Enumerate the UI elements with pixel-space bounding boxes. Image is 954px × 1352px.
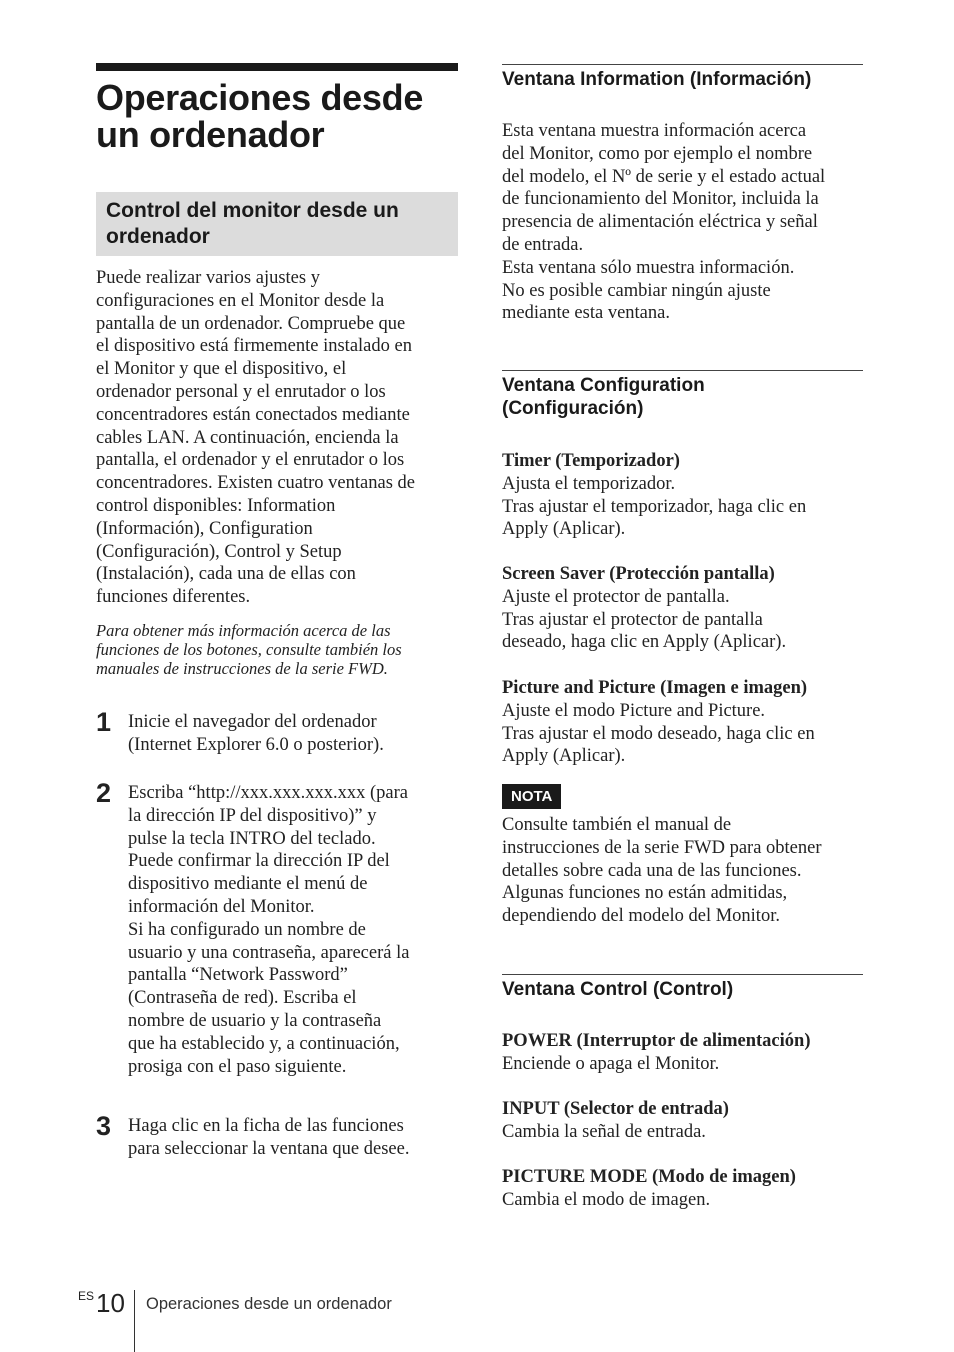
config-window-heading (502, 374, 863, 420)
text-line: Apply (Aplicar). (502, 746, 626, 767)
info-window-section (502, 64, 863, 91)
text-line: Tras ajustar el temporizador, haga clic en (502, 496, 807, 517)
item-label: POWER (Interruptor de alimentación) (502, 1031, 811, 1051)
text-line: pantalla de un ordenador. Compruebe que (96, 313, 406, 334)
step-text (128, 1115, 458, 1161)
step-number: 1 (96, 707, 112, 737)
text-line: Para obtener más información acerca de las (96, 621, 391, 640)
text-line: No es posible cambiar ningún ajuste (502, 280, 771, 301)
item-label: Screen Saver (Protección pantalla) (502, 564, 775, 584)
text-line: Cambia la señal de entrada. (502, 1121, 706, 1142)
section-rule (502, 370, 863, 371)
text-line: Ajusta el temporizador. (502, 473, 676, 494)
text-line: para seleccionar la ventana que desee. (128, 1138, 410, 1159)
item-label: Picture and Picture (Imagen e imagen) (502, 678, 808, 698)
text-line: detalles sobre cada una de las funciones. (502, 860, 802, 881)
text-line: funciones diferentes. (96, 587, 251, 608)
text-line: de entrada. (502, 234, 584, 255)
section-rule (502, 64, 863, 65)
text-line: ordenador personal y el enrutador o los (96, 381, 386, 402)
control-window-section (502, 974, 863, 1001)
item-label: PICTURE MODE (Modo de imagen) (502, 1167, 796, 1187)
nota-text (502, 814, 863, 928)
text-line: (Información), Configuration (96, 518, 313, 539)
control-window-heading: Ventana Control (Control) (502, 979, 734, 1000)
text-line: Enciende o apaga el Monitor. (502, 1053, 720, 1074)
step-number: 3 (96, 1111, 112, 1141)
config-window-section (502, 370, 863, 420)
text-line: (Contraseña de red). Escriba el (128, 988, 357, 1009)
section-rule (502, 974, 863, 975)
text-line: dependiendo del modelo del Monitor. (502, 906, 780, 927)
page-title-line-2: un ordenador (96, 114, 325, 155)
text-line: usuario y una contraseña, aparecerá la (128, 942, 410, 963)
step-1 (96, 707, 458, 757)
screen-saver-item (502, 563, 863, 654)
text-line: Escriba “http://xxx.xxx.xxx.xxx (para (128, 783, 409, 803)
text-line: de funcionamiento del Monitor, incluida la (502, 189, 819, 210)
text-line: instrucciones de la serie FWD para obtener (502, 837, 822, 858)
text-line: Algunas funciones no están admitidas, (502, 883, 788, 904)
text-line: control disponibles: Information (96, 495, 336, 516)
step-3 (96, 1111, 458, 1161)
footer-language-code: ES (78, 1289, 95, 1303)
text-line: del modelo, el Nº de serie y el estado actual (502, 166, 826, 187)
text-line: pulse la tecla INTRO del teclado. (128, 828, 376, 849)
picture-and-picture-item (502, 677, 863, 768)
footer-divider (134, 1290, 135, 1352)
text-line: que ha establecido y, a continuación, (128, 1033, 400, 1054)
step-2 (96, 778, 458, 1078)
text-line: concentradores están conectados mediante (96, 404, 410, 425)
text-line: Ajuste el modo Picture and Picture. (502, 700, 766, 721)
text-line: (Configuración), Control y Setup (96, 541, 342, 562)
section-heading-line-1: Control del monitor desde un (106, 199, 399, 222)
text-line: Apply (Aplicar). (502, 519, 626, 540)
step-text (128, 711, 458, 757)
page-number: 10 (96, 1288, 125, 1318)
text-line: Cambia el modo de imagen. (502, 1189, 711, 1210)
input-item (502, 1098, 863, 1144)
text-line: Tras ajustar el modo deseado, haga clic en (502, 723, 815, 744)
nota-block (502, 784, 863, 809)
picture-mode-item (502, 1166, 863, 1212)
text-line: Si ha configurado un nombre de (128, 919, 366, 940)
heading-line: Ventana Configuration (502, 375, 705, 396)
text-line: el dispositivo está firmemente instalado en (96, 336, 412, 357)
step-number: 2 (96, 778, 112, 808)
timer-item (502, 450, 863, 541)
heading-line: (Configuración) (502, 398, 644, 419)
info-window-heading: Ventana Information (Información) (502, 69, 812, 90)
text-line: Haga clic en la ficha de las funciones (128, 1116, 404, 1136)
text-line: prosiga con el paso siguiente. (128, 1056, 347, 1077)
title-rule (96, 63, 458, 71)
text-line: Ajuste el protector de pantalla. (502, 586, 730, 607)
power-item (502, 1030, 863, 1076)
item-label: Timer (Temporizador) (502, 451, 680, 471)
text-line: pantalla “Network Password” (128, 965, 348, 986)
text-line: Consulte también el manual de (502, 815, 732, 835)
page-title (96, 79, 458, 153)
text-line: del Monitor, como por ejemplo el nombre (502, 143, 813, 164)
info-window-text (502, 120, 863, 325)
left-column (96, 63, 458, 1159)
section-heading (106, 198, 448, 250)
nota-badge: NOTA (502, 784, 561, 809)
footer-section-title: Operaciones desde un ordenador (146, 1295, 392, 1313)
item-label: INPUT (Selector de entrada) (502, 1099, 729, 1119)
text-line: el Monitor y que el dispositivo, el (96, 359, 347, 380)
text-line: cables LAN. A continuación, encienda la (96, 427, 399, 448)
text-line: Esta ventana muestra información acerca (502, 121, 807, 141)
text-line: pantalla, el ordenador y el enrutador o los (96, 450, 405, 471)
text-line: manuales de instrucciones de la serie FWD. (96, 659, 388, 678)
italic-note (96, 621, 458, 678)
text-line: nombre de usuario y la contraseña (128, 1010, 382, 1031)
text-line: información del Monitor. (128, 896, 315, 917)
section-heading-line-2: ordenador (106, 225, 210, 248)
text-line: Esta ventana sólo muestra información. (502, 257, 795, 278)
text-line: Inicie el navegador del ordenador (128, 712, 377, 732)
text-line: funciones de los botones, consulte también los (96, 640, 402, 659)
text-line: concentradores. Existen cuatro ventanas de (96, 473, 415, 494)
text-line: configuraciones en el Monitor desde la (96, 290, 385, 311)
text-line: presencia de alimentación eléctrica y señal (502, 212, 818, 233)
text-line: Puede realizar varios ajustes y (96, 268, 320, 288)
page-title-line-1: Operaciones desde (96, 77, 424, 118)
text-line: (Instalación), cada una de ellas con (96, 564, 356, 585)
text-line: mediante esta ventana. (502, 303, 670, 324)
text-line: (Internet Explorer 6.0 o posterior). (128, 734, 384, 755)
step-text (128, 782, 458, 1078)
text-line: Puede confirmar la dirección IP del (128, 851, 390, 872)
text-line: deseado, haga clic en Apply (Aplicar). (502, 632, 787, 653)
text-line: Tras ajustar el protector de pantalla (502, 609, 763, 630)
section-heading-box (96, 192, 458, 256)
text-line: la dirección IP del dispositivo)” y (128, 805, 377, 826)
text-line: dispositivo mediante el menú de (128, 874, 368, 895)
intro-paragraph (96, 267, 458, 609)
